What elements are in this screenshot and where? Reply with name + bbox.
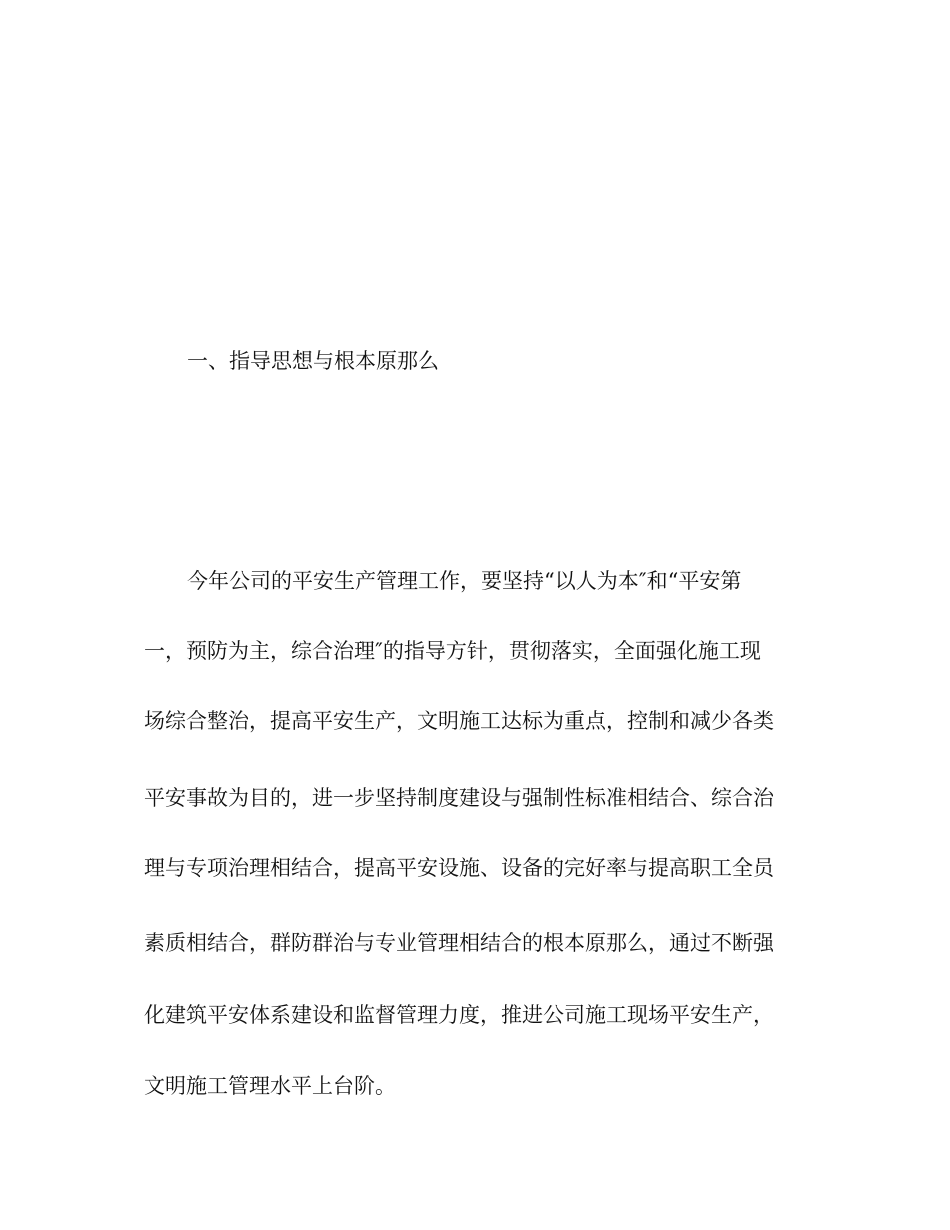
paragraph-line: 化建筑平安体系建设和监督管理力度，推进公司施工现场平安生产， — [144, 1003, 774, 1027]
paragraph-line: 文明施工管理水平上台阶。 — [144, 1074, 396, 1098]
paragraph-line: 一，预防为主，综合治理″的指导方针，贯彻落实，全面强化施工现 — [144, 639, 761, 663]
paragraph-line: 平安事故为目的，进一步坚持制度建设与强制性标准相结合、综合治 — [144, 786, 774, 810]
paragraph-line: 理与专项治理相结合，提高平安设施、设备的完好率与提高职工全员 — [144, 856, 774, 880]
paragraph-line: 今年公司的平安生产管理工作，要坚持“以人为本″和“平安第 — [187, 569, 742, 593]
paragraph-line: 素质相结合，群防群治与专业管理相结合的根本原那么，通过不断强 — [144, 931, 774, 955]
paragraph-line: 场综合整治，提高平安生产，文明施工达标为重点，控制和减少各类 — [144, 709, 774, 733]
section-heading: 一、指导思想与根本原那么 — [187, 349, 439, 373]
